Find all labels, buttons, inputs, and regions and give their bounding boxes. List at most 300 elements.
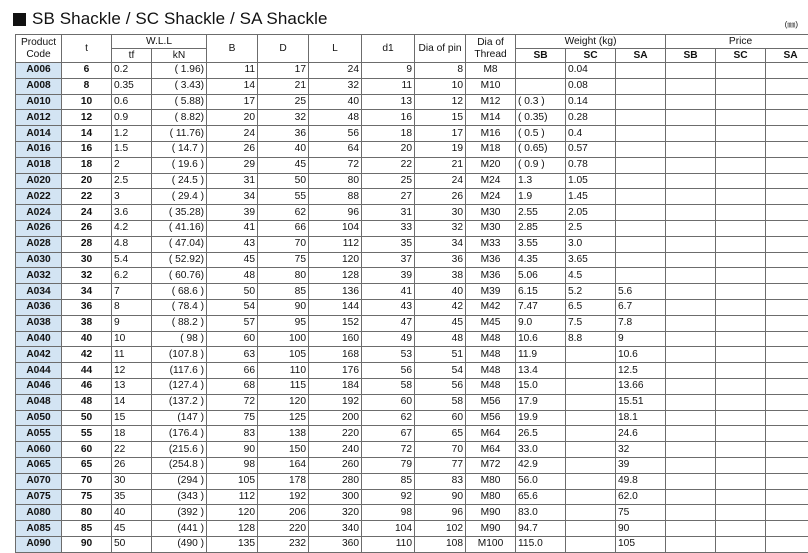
product-code-cell: A085: [16, 521, 62, 537]
table-row: [16, 126, 808, 142]
product-code-cell: A012: [16, 110, 62, 126]
weight-sc-cell: 0.04: [566, 63, 616, 79]
header-price-sb: SB: [666, 49, 716, 63]
weight-sb-cell: [516, 78, 566, 94]
tf-cell: 0.2: [112, 63, 152, 79]
weight-sc-cell: [566, 394, 616, 410]
price-sa-cell: [766, 426, 808, 442]
dia-pin-cell: 54: [415, 363, 466, 379]
product-code-cell: A006: [16, 63, 62, 79]
dia-thread-cell: M10: [466, 78, 516, 94]
product-code-cell: A080: [16, 505, 62, 521]
header-weight: Weight (kg): [516, 35, 666, 49]
weight-sa-cell: [616, 252, 666, 268]
price-sa-cell: [766, 505, 808, 521]
table-row: [16, 268, 808, 284]
weight-sb-cell: ( 0.3 ): [516, 94, 566, 110]
weight-sb-cell: ( 0.65): [516, 141, 566, 157]
l-cell: 120: [309, 252, 362, 268]
b-cell: 75: [207, 410, 258, 426]
d-cell: 50: [258, 173, 309, 189]
weight-sc-cell: 0.57: [566, 141, 616, 157]
b-cell: 66: [207, 363, 258, 379]
l-cell: 24: [309, 63, 362, 79]
table-row: [16, 347, 808, 363]
dia-thread-cell: M36: [466, 268, 516, 284]
d1-cell: 104: [362, 521, 415, 537]
product-code-cell: A028: [16, 236, 62, 252]
kn-cell: (176.4 ): [152, 426, 207, 442]
weight-sa-cell: 105: [616, 536, 666, 552]
d1-cell: 37: [362, 252, 415, 268]
price-sa-cell: [766, 173, 808, 189]
d-cell: 85: [258, 284, 309, 300]
dia-thread-cell: M48: [466, 347, 516, 363]
weight-sb-cell: 115.0: [516, 536, 566, 552]
b-cell: 20: [207, 110, 258, 126]
weight-sb-cell: 65.6: [516, 489, 566, 505]
kn-cell: ( 98 ): [152, 331, 207, 347]
table-row: [16, 94, 808, 110]
weight-sa-cell: [616, 189, 666, 205]
t-cell: 28: [62, 236, 112, 252]
l-cell: 200: [309, 410, 362, 426]
price-sc-cell: [716, 473, 766, 489]
weight-sa-cell: 18.1: [616, 410, 666, 426]
b-cell: 112: [207, 489, 258, 505]
d1-cell: 20: [362, 141, 415, 157]
kn-cell: ( 68.6 ): [152, 284, 207, 300]
price-sc-cell: [716, 189, 766, 205]
weight-sb-cell: 83.0: [516, 505, 566, 521]
price-sc-cell: [716, 252, 766, 268]
price-sb-cell: [666, 220, 716, 236]
product-code-cell: A014: [16, 126, 62, 142]
price-sb-cell: [666, 473, 716, 489]
dia-pin-cell: 51: [415, 347, 466, 363]
kn-cell: ( 11.76): [152, 126, 207, 142]
kn-cell: ( 8.82): [152, 110, 207, 126]
d-cell: 40: [258, 141, 309, 157]
price-sb-cell: [666, 426, 716, 442]
t-cell: 10: [62, 94, 112, 110]
price-sc-cell: [716, 315, 766, 331]
weight-sa-cell: 32: [616, 442, 666, 458]
dia-pin-cell: 32: [415, 220, 466, 236]
price-sa-cell: [766, 268, 808, 284]
price-sb-cell: [666, 410, 716, 426]
kn-cell: (254.8 ): [152, 457, 207, 473]
b-cell: 29: [207, 157, 258, 173]
price-sc-cell: [716, 426, 766, 442]
d1-cell: 27: [362, 189, 415, 205]
weight-sb-cell: 94.7: [516, 521, 566, 537]
b-cell: 135: [207, 536, 258, 552]
price-sa-cell: [766, 252, 808, 268]
weight-sa-cell: [616, 94, 666, 110]
tf-cell: 2: [112, 157, 152, 173]
b-cell: 120: [207, 505, 258, 521]
d1-cell: 62: [362, 410, 415, 426]
l-cell: 320: [309, 505, 362, 521]
weight-sa-cell: 39: [616, 457, 666, 473]
dia-thread-cell: M90: [466, 521, 516, 537]
d-cell: 150: [258, 442, 309, 458]
weight-sa-cell: 15.51: [616, 394, 666, 410]
weight-sc-cell: 0.4: [566, 126, 616, 142]
weight-sc-cell: [566, 363, 616, 379]
kn-cell: (107.8 ): [152, 347, 207, 363]
dia-pin-cell: 90: [415, 489, 466, 505]
b-cell: 54: [207, 299, 258, 315]
price-sa-cell: [766, 457, 808, 473]
weight-sc-cell: 6.5: [566, 299, 616, 315]
t-cell: 65: [62, 457, 112, 473]
d1-cell: 92: [362, 489, 415, 505]
tf-cell: 0.6: [112, 94, 152, 110]
price-sc-cell: [716, 378, 766, 394]
l-cell: 80: [309, 173, 362, 189]
d1-cell: 39: [362, 268, 415, 284]
l-cell: 220: [309, 426, 362, 442]
weight-sc-cell: 8.8: [566, 331, 616, 347]
l-cell: 104: [309, 220, 362, 236]
price-sa-cell: [766, 394, 808, 410]
dia-thread-cell: M42: [466, 299, 516, 315]
weight-sb-cell: 33.0: [516, 442, 566, 458]
price-sa-cell: [766, 236, 808, 252]
dia-pin-cell: 108: [415, 536, 466, 552]
kn-cell: ( 24.5 ): [152, 173, 207, 189]
header-kn: kN: [152, 49, 207, 63]
price-sb-cell: [666, 236, 716, 252]
weight-sa-cell: [616, 220, 666, 236]
price-sa-cell: [766, 442, 808, 458]
weight-sc-cell: [566, 426, 616, 442]
price-sb-cell: [666, 378, 716, 394]
product-code-cell: A018: [16, 157, 62, 173]
dia-thread-cell: M8: [466, 63, 516, 79]
price-sa-cell: [766, 378, 808, 394]
price-sc-cell: [716, 110, 766, 126]
d-cell: 62: [258, 205, 309, 221]
d-cell: 55: [258, 189, 309, 205]
d1-cell: 72: [362, 442, 415, 458]
header-weight-sa: SA: [616, 49, 666, 63]
d1-cell: 79: [362, 457, 415, 473]
header-weight-sb: SB: [516, 49, 566, 63]
tf-cell: 1.5: [112, 141, 152, 157]
dia-pin-cell: 10: [415, 78, 466, 94]
table-row: [16, 189, 808, 205]
price-sb-cell: [666, 63, 716, 79]
price-sb-cell: [666, 442, 716, 458]
dia-thread-cell: M90: [466, 505, 516, 521]
d1-cell: 31: [362, 205, 415, 221]
header-price-sc: SC: [716, 49, 766, 63]
price-sa-cell: [766, 363, 808, 379]
d1-cell: 22: [362, 157, 415, 173]
tf-cell: 5.4: [112, 252, 152, 268]
table-row: [16, 110, 808, 126]
t-cell: 22: [62, 189, 112, 205]
dia-thread-cell: M72: [466, 457, 516, 473]
header-tf: tf: [112, 49, 152, 63]
weight-sb-cell: 13.4: [516, 363, 566, 379]
kn-cell: (215.6 ): [152, 442, 207, 458]
table-row: [16, 426, 808, 442]
tf-cell: 0.35: [112, 78, 152, 94]
price-sa-cell: [766, 299, 808, 315]
weight-sa-cell: 90: [616, 521, 666, 537]
d-cell: 90: [258, 299, 309, 315]
tf-cell: 3.6: [112, 205, 152, 221]
header-price: Price: [666, 35, 808, 49]
dia-thread-cell: M14: [466, 110, 516, 126]
t-cell: 70: [62, 473, 112, 489]
price-sb-cell: [666, 521, 716, 537]
table-row: [16, 252, 808, 268]
d1-cell: 60: [362, 394, 415, 410]
price-sc-cell: [716, 363, 766, 379]
l-cell: 32: [309, 78, 362, 94]
l-cell: 136: [309, 284, 362, 300]
l-cell: 280: [309, 473, 362, 489]
weight-sa-cell: [616, 126, 666, 142]
product-code-cell: A065: [16, 457, 62, 473]
price-sc-cell: [716, 410, 766, 426]
price-sb-cell: [666, 157, 716, 173]
b-cell: 11: [207, 63, 258, 79]
weight-sb-cell: 10.6: [516, 331, 566, 347]
dia-pin-cell: 60: [415, 410, 466, 426]
t-cell: 40: [62, 331, 112, 347]
product-code-cell: A075: [16, 489, 62, 505]
table-row: [16, 284, 808, 300]
price-sc-cell: [716, 347, 766, 363]
weight-sa-cell: 9: [616, 331, 666, 347]
price-sc-cell: [716, 126, 766, 142]
t-cell: 48: [62, 394, 112, 410]
l-cell: 192: [309, 394, 362, 410]
d-cell: 125: [258, 410, 309, 426]
price-sb-cell: [666, 126, 716, 142]
l-cell: 240: [309, 442, 362, 458]
dia-thread-cell: M45: [466, 315, 516, 331]
dia-pin-cell: 65: [415, 426, 466, 442]
price-sc-cell: [716, 331, 766, 347]
d-cell: 66: [258, 220, 309, 236]
table-row: [16, 442, 808, 458]
t-cell: 6: [62, 63, 112, 79]
d1-cell: 35: [362, 236, 415, 252]
tf-cell: 9: [112, 315, 152, 331]
b-cell: 90: [207, 442, 258, 458]
header-product-code: Product Code: [16, 35, 62, 63]
product-code-cell: A042: [16, 347, 62, 363]
dia-thread-cell: M20: [466, 157, 516, 173]
price-sa-cell: [766, 157, 808, 173]
d-cell: 138: [258, 426, 309, 442]
weight-sa-cell: 5.6: [616, 284, 666, 300]
b-cell: 34: [207, 189, 258, 205]
d-cell: 232: [258, 536, 309, 552]
price-sa-cell: [766, 284, 808, 300]
weight-sc-cell: 5.2: [566, 284, 616, 300]
kn-cell: ( 41.16): [152, 220, 207, 236]
d-cell: 178: [258, 473, 309, 489]
tf-cell: 45: [112, 521, 152, 537]
table-row: [16, 63, 808, 79]
weight-sa-cell: [616, 110, 666, 126]
weight-sb-cell: 4.35: [516, 252, 566, 268]
t-cell: 32: [62, 268, 112, 284]
b-cell: 48: [207, 268, 258, 284]
tf-cell: 7: [112, 284, 152, 300]
tf-cell: 35: [112, 489, 152, 505]
price-sb-cell: [666, 489, 716, 505]
b-cell: 128: [207, 521, 258, 537]
b-cell: 39: [207, 205, 258, 221]
header-price-sa: SA: [766, 49, 808, 63]
d-cell: 36: [258, 126, 309, 142]
price-sb-cell: [666, 189, 716, 205]
weight-sb-cell: 17.9: [516, 394, 566, 410]
weight-sb-cell: 1.3: [516, 173, 566, 189]
header-dia-thread: Dia of Thread: [466, 35, 516, 63]
price-sb-cell: [666, 363, 716, 379]
dia-pin-cell: 102: [415, 521, 466, 537]
dia-pin-cell: 77: [415, 457, 466, 473]
weight-sb-cell: 1.9: [516, 189, 566, 205]
d-cell: 206: [258, 505, 309, 521]
weight-sc-cell: [566, 489, 616, 505]
price-sb-cell: [666, 205, 716, 221]
l-cell: 160: [309, 331, 362, 347]
dia-pin-cell: 36: [415, 252, 466, 268]
title-text: SB Shackle / SC Shackle / SA Shackle: [32, 9, 328, 29]
l-cell: 144: [309, 299, 362, 315]
d1-cell: 58: [362, 378, 415, 394]
l-cell: 96: [309, 205, 362, 221]
price-sc-cell: [716, 442, 766, 458]
weight-sb-cell: 2.85: [516, 220, 566, 236]
product-code-cell: A090: [16, 536, 62, 552]
l-cell: 64: [309, 141, 362, 157]
b-cell: 43: [207, 236, 258, 252]
dia-pin-cell: 48: [415, 331, 466, 347]
weight-sa-cell: [616, 268, 666, 284]
tf-cell: 4.2: [112, 220, 152, 236]
l-cell: 40: [309, 94, 362, 110]
dia-thread-cell: M100: [466, 536, 516, 552]
tf-cell: 13: [112, 378, 152, 394]
price-sa-cell: [766, 489, 808, 505]
tf-cell: 3: [112, 189, 152, 205]
t-cell: 75: [62, 489, 112, 505]
product-code-cell: A040: [16, 331, 62, 347]
d-cell: 45: [258, 157, 309, 173]
page-title: [13, 8, 328, 30]
l-cell: 56: [309, 126, 362, 142]
weight-sc-cell: [566, 442, 616, 458]
price-sa-cell: [766, 347, 808, 363]
product-code-cell: A070: [16, 473, 62, 489]
d-cell: 192: [258, 489, 309, 505]
weight-sc-cell: [566, 378, 616, 394]
weight-sa-cell: 6.7: [616, 299, 666, 315]
price-sb-cell: [666, 141, 716, 157]
weight-sb-cell: 5.06: [516, 268, 566, 284]
weight-sa-cell: 13.66: [616, 378, 666, 394]
dia-pin-cell: 17: [415, 126, 466, 142]
weight-sc-cell: [566, 505, 616, 521]
b-cell: 50: [207, 284, 258, 300]
price-sa-cell: [766, 110, 808, 126]
dia-thread-cell: M24: [466, 173, 516, 189]
dia-thread-cell: M48: [466, 331, 516, 347]
d-cell: 75: [258, 252, 309, 268]
price-sc-cell: [716, 141, 766, 157]
weight-sc-cell: [566, 410, 616, 426]
t-cell: 44: [62, 363, 112, 379]
product-code-cell: A008: [16, 78, 62, 94]
product-code-cell: A060: [16, 442, 62, 458]
d-cell: 80: [258, 268, 309, 284]
dia-thread-cell: M30: [466, 205, 516, 221]
weight-sc-cell: 2.5: [566, 220, 616, 236]
kn-cell: ( 5.88): [152, 94, 207, 110]
d1-cell: 18: [362, 126, 415, 142]
l-cell: 128: [309, 268, 362, 284]
d-cell: 17: [258, 63, 309, 79]
weight-sa-cell: [616, 173, 666, 189]
d-cell: 25: [258, 94, 309, 110]
weight-sa-cell: [616, 63, 666, 79]
dia-thread-cell: M56: [466, 410, 516, 426]
kn-cell: (343 ): [152, 489, 207, 505]
kn-cell: ( 14.7 ): [152, 141, 207, 157]
price-sa-cell: [766, 205, 808, 221]
dia-thread-cell: M80: [466, 489, 516, 505]
price-sc-cell: [716, 505, 766, 521]
dia-thread-cell: M48: [466, 363, 516, 379]
tf-cell: 22: [112, 442, 152, 458]
price-sb-cell: [666, 331, 716, 347]
b-cell: 31: [207, 173, 258, 189]
table-row: [16, 173, 808, 189]
t-cell: 90: [62, 536, 112, 552]
weight-sa-cell: 24.6: [616, 426, 666, 442]
l-cell: 168: [309, 347, 362, 363]
kn-cell: ( 78.4 ): [152, 299, 207, 315]
weight-sb-cell: 26.5: [516, 426, 566, 442]
t-cell: 18: [62, 157, 112, 173]
price-sc-cell: [716, 521, 766, 537]
dia-pin-cell: 30: [415, 205, 466, 221]
weight-sa-cell: [616, 78, 666, 94]
tf-cell: 6.2: [112, 268, 152, 284]
table-row: [16, 410, 808, 426]
table-body: [16, 63, 808, 553]
table-row: [16, 331, 808, 347]
b-cell: 105: [207, 473, 258, 489]
tf-cell: 0.9: [112, 110, 152, 126]
t-cell: 26: [62, 220, 112, 236]
dia-thread-cell: M64: [466, 442, 516, 458]
table-row: [16, 473, 808, 489]
weight-sa-cell: 49.8: [616, 473, 666, 489]
